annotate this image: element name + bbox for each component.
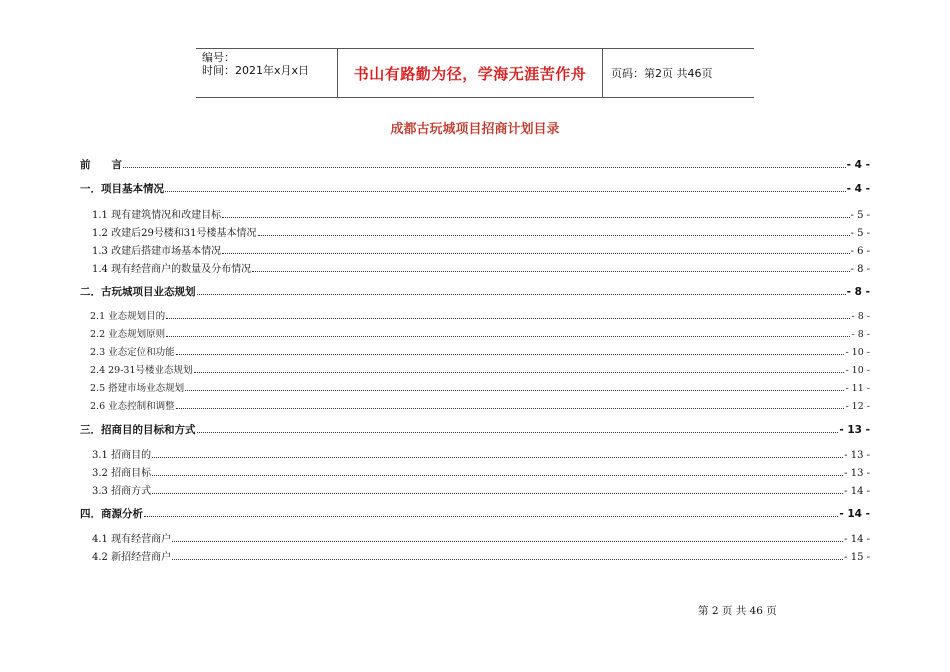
toc-entry-page: - 13 -: [844, 468, 870, 479]
toc-entry[interactable]: [80, 548, 870, 563]
toc-entry-label: 2.2 业态规划原则: [90, 329, 166, 340]
toc-entry[interactable]: [80, 206, 870, 221]
toc-entry-page: - 8 -: [851, 311, 870, 322]
toc-entry-label: 一．项目基本情况: [80, 183, 164, 195]
toc-dot-leader: [194, 372, 845, 373]
toc-dot-leader: [197, 432, 839, 433]
toc-entry-page: - 5 -: [850, 228, 870, 239]
toc-entry-label: 1.1 现有建筑情况和改建目标: [92, 210, 222, 221]
toc-entry-page: - 13 -: [839, 424, 870, 436]
toc-entry-page: - 10 -: [845, 365, 870, 376]
document-title: 成都古玩城项目招商计划目录: [390, 122, 560, 137]
table-of-contents: [80, 0, 870, 672]
toc-entry[interactable]: [80, 398, 870, 412]
toc-entry-label: 三．招商目的目标和方式: [80, 424, 196, 436]
header-motto: 书山有路勤为径，学海无涯苦作舟: [338, 49, 603, 97]
toc-entry-label: 2.4 29-31号楼业态规划: [90, 365, 193, 376]
toc-dot-leader: [152, 457, 843, 458]
toc-entry-page: - 13 -: [844, 450, 870, 461]
toc-entry-page: - 12 -: [845, 401, 870, 412]
toc-dot-leader: [172, 541, 843, 542]
toc-entry[interactable]: [80, 260, 870, 275]
toc-entry[interactable]: [80, 506, 870, 521]
header-number: 编号：: [202, 51, 235, 64]
toc-entry[interactable]: [80, 181, 870, 196]
toc-dot-leader: [176, 408, 845, 409]
toc-entry-label: 4.1 现有经营商户: [92, 534, 172, 545]
toc-dot-leader: [166, 336, 850, 337]
toc-dot-leader: [152, 475, 843, 476]
toc-entry[interactable]: [80, 326, 870, 340]
toc-entry-label: 3.2 招商目标: [92, 468, 152, 479]
toc-entry[interactable]: [80, 482, 870, 497]
toc-entry-label: 1.3 改建后搭建市场基本情况: [92, 246, 222, 257]
toc-dot-leader: [176, 354, 845, 355]
toc-entry-page: - 15 -: [844, 552, 870, 563]
toc-entry-page: - 14 -: [839, 508, 870, 520]
toc-entry-page: - 14 -: [844, 534, 870, 545]
toc-entry-page: - 11 -: [845, 383, 870, 394]
toc-entry[interactable]: [80, 422, 870, 437]
toc-dot-leader: [185, 390, 844, 391]
header-time: 时间：2021年x月x日: [202, 64, 310, 77]
toc-entry-page: - 8 -: [850, 264, 870, 275]
toc-dot-leader: [152, 493, 843, 494]
toc-entry-page: - 8 -: [851, 329, 870, 340]
toc-entry[interactable]: [80, 530, 870, 545]
toc-entry-label: 2.6 业态控制和调整: [90, 401, 175, 412]
toc-entry-page: - 4 -: [846, 159, 870, 171]
toc-dot-leader: [144, 516, 838, 517]
toc-entry-label: 3.1 招商目的: [92, 450, 152, 461]
toc-entry[interactable]: [80, 308, 870, 322]
toc-entry[interactable]: [80, 242, 870, 257]
toc-entry-page: - 4 -: [846, 183, 870, 195]
toc-dot-leader: [258, 235, 850, 236]
toc-entry-label: 3.3 招商方式: [92, 486, 152, 497]
toc-entry-page: - 14 -: [844, 486, 870, 497]
toc-entry[interactable]: [80, 224, 870, 239]
toc-entry-page: - 10 -: [845, 347, 870, 358]
toc-entry-page: - 5 -: [850, 210, 870, 221]
toc-entry-label: 四．商源分析: [80, 508, 143, 520]
toc-entry[interactable]: [80, 284, 870, 299]
header-page-info: 页码：第2页 共46页: [611, 67, 713, 80]
toc-entry-page: - 6 -: [850, 246, 870, 257]
toc-entry-label: 1.2 改建后29号楼和31号楼基本情况: [92, 228, 257, 239]
toc-entry[interactable]: [80, 344, 870, 358]
toc-entry[interactable]: [80, 446, 870, 461]
toc-dot-leader: [222, 217, 849, 218]
toc-entry-label: 1.4 现有经营商户的数量及分布情况: [92, 264, 252, 275]
toc-entry[interactable]: [80, 464, 870, 479]
toc-entry-label: 2.5 搭建市场业态规划: [90, 383, 185, 394]
toc-entry-label: 4.2 新招经营商户: [92, 552, 172, 563]
toc-dot-leader: [172, 559, 843, 560]
toc-entry-page: - 8 -: [846, 286, 870, 298]
toc-dot-leader: [123, 167, 846, 168]
toc-dot-leader: [222, 253, 849, 254]
toc-entry[interactable]: [80, 157, 870, 172]
toc-dot-leader: [165, 191, 846, 192]
toc-entry[interactable]: [80, 362, 870, 376]
toc-entry-label: 2.1 业态规划目的: [90, 311, 166, 322]
page-footer: 第 2 页 共 46 页: [698, 605, 777, 617]
toc-entry-label: 前 言: [80, 159, 122, 171]
toc-dot-leader: [166, 318, 850, 319]
toc-entry[interactable]: [80, 380, 870, 394]
toc-entry-label: 二．古玩城项目业态规划: [80, 286, 196, 298]
toc-entry-label: 2.3 业态定位和功能: [90, 347, 175, 358]
toc-dot-leader: [252, 271, 849, 272]
toc-dot-leader: [197, 294, 846, 295]
